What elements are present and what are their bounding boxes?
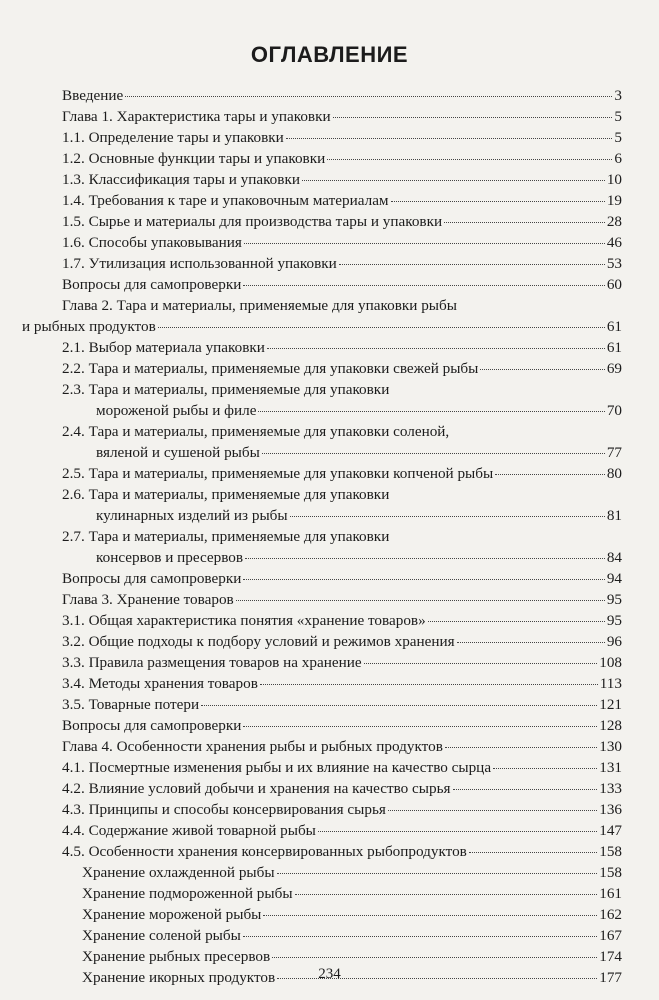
toc-row [0, 358, 659, 379]
toc-row [0, 442, 659, 463]
toc-entry[interactable] [22, 316, 622, 337]
toc-entry-title: Хранение соленой рыбы [82, 927, 241, 944]
toc-row [0, 463, 659, 484]
toc-entry[interactable] [96, 442, 622, 463]
toc-entry-title: кулинарных изделий из рыбы [96, 507, 288, 524]
toc-entry-title[interactable]: Глава 2. Тара и материалы, применяемые для упаковки рыбы [62, 297, 457, 314]
toc-entry-title: 3.1. Общая характеристика понятия «хранение товаров» [62, 612, 426, 629]
dot-leader [295, 894, 598, 895]
toc-page-number: 128 [599, 717, 622, 734]
toc-page-number: 81 [606, 507, 622, 524]
toc-row [0, 757, 659, 778]
toc-entry-title: 1.7. Утилизация использованной упаковки [62, 255, 337, 272]
toc-entry-title: Хранение охлажденной рыбы [82, 864, 275, 881]
dot-leader [243, 726, 597, 727]
toc-row [0, 274, 659, 295]
toc-entry-title: Хранение рыбных пресервов [82, 948, 271, 965]
toc-entry-title: Глава 4. Особенности хранения рыбы и рыбных продуктов [62, 738, 443, 755]
toc-row [0, 862, 659, 883]
toc-entry-title: Вопросы для самопроверки [62, 717, 242, 734]
toc-entry[interactable] [62, 673, 622, 694]
toc-entry[interactable] [62, 694, 622, 715]
dot-leader [286, 138, 613, 139]
toc-page-number: 80 [606, 465, 622, 482]
dot-leader [469, 852, 597, 853]
toc-page-number: 133 [599, 780, 622, 797]
toc-row [0, 85, 659, 106]
toc-entry-title: Глава 1. Характеристика тары и упаковки [62, 108, 331, 125]
page-number: 234 [318, 966, 341, 982]
dot-leader [262, 453, 605, 454]
toc-row [0, 631, 659, 652]
dot-leader [339, 264, 605, 265]
toc-entry-title: и рыбных продуктов [22, 318, 156, 335]
toc-entry-title: Вопросы для самопроверки [62, 276, 242, 293]
dot-leader [260, 684, 598, 685]
dot-leader [245, 558, 605, 559]
toc-entry-title[interactable]: 2.3. Тара и материалы, применяемые для упаковки [62, 381, 390, 398]
toc-row [0, 421, 659, 442]
toc-row [0, 211, 659, 232]
toc-row [0, 589, 659, 610]
toc-entry[interactable] [62, 736, 622, 757]
toc-row [0, 841, 659, 862]
toc-row [0, 736, 659, 757]
toc-entry[interactable] [62, 463, 622, 484]
toc-row [0, 610, 659, 631]
toc-row [0, 568, 659, 589]
toc-page-number: 10 [606, 171, 622, 188]
toc-entry[interactable] [62, 568, 622, 589]
toc-row [0, 778, 659, 799]
dot-leader [444, 222, 605, 223]
dot-leader [258, 411, 604, 412]
dot-leader [445, 747, 597, 748]
toc-entry-title[interactable]: 2.6. Тара и материалы, применяемые для упаковки [62, 486, 390, 503]
toc-entry[interactable] [62, 820, 622, 841]
toc-entry-title[interactable]: 2.4. Тара и материалы, применяемые для упаковки соленой, [62, 423, 450, 440]
toc-entry[interactable] [96, 400, 622, 421]
toc-row [0, 925, 659, 946]
toc-page-number: 69 [606, 360, 622, 377]
toc-page-number: 61 [606, 339, 622, 356]
toc-row [0, 295, 659, 316]
toc-entry[interactable] [62, 631, 622, 652]
toc-entry-title: 3.5. Товарные потери [62, 696, 200, 713]
toc-page-number: 167 [599, 927, 622, 944]
dot-leader [327, 159, 612, 160]
toc-entry[interactable] [82, 904, 622, 925]
toc-page-number: 96 [606, 633, 622, 650]
dot-leader [272, 957, 597, 958]
dot-leader [263, 915, 597, 916]
toc-entry[interactable] [96, 547, 622, 568]
dot-leader [391, 201, 605, 202]
toc-entry[interactable] [62, 232, 622, 253]
toc-page-number: 94 [606, 570, 622, 587]
dot-leader [201, 705, 597, 706]
toc-page-number: 158 [599, 843, 622, 860]
toc-page-number: 174 [599, 948, 622, 965]
toc-entry[interactable] [62, 106, 622, 127]
toc-entry-title: Вопросы для самопроверки [62, 570, 242, 587]
toc-entry-title: 1.5. Сырье и материалы для производства тары и упаковки [62, 213, 443, 230]
toc-entry[interactable] [62, 85, 622, 106]
dot-leader [428, 621, 605, 622]
toc-entry-title: 4.3. Принципы и способы консервирования сырья [62, 801, 386, 818]
dot-leader [158, 327, 605, 328]
toc-page-number: 136 [599, 801, 622, 818]
toc-page-number: 95 [606, 612, 622, 629]
toc-entry[interactable] [96, 505, 622, 526]
toc-entry[interactable] [62, 652, 622, 673]
toc-row [0, 547, 659, 568]
toc-entry-title: 1.2. Основные функции тары и упаковки [62, 150, 326, 167]
dot-leader [453, 789, 598, 790]
toc-entry-title: 1.3. Классификация тары и упаковки [62, 171, 300, 188]
toc-entry-title[interactable]: 2.7. Тара и материалы, применяемые для упаковки [62, 528, 390, 545]
toc-page-number: 5 [614, 129, 622, 146]
toc-page-number: 28 [606, 213, 622, 230]
page-title: ОГЛАВЛЕНИЕ [250, 42, 409, 67]
dot-leader [290, 516, 605, 517]
toc-row [0, 190, 659, 211]
toc-entry[interactable] [62, 337, 622, 358]
toc-entry-title: Хранение икорных продуктов [82, 969, 276, 986]
toc-entry-title: 1.1. Определение тары и упаковки [62, 129, 284, 146]
dot-leader [457, 642, 605, 643]
toc-entry-title: 3.3. Правила размещения товаров на хранение [62, 654, 362, 671]
toc-page-number: 130 [599, 738, 622, 755]
toc-row [0, 253, 659, 274]
toc-row [0, 904, 659, 925]
dot-leader [243, 285, 604, 286]
toc-page-number: 121 [599, 696, 622, 713]
toc-row [0, 505, 659, 526]
toc-row [0, 820, 659, 841]
toc-page-number: 113 [599, 675, 622, 692]
dot-leader [236, 600, 605, 601]
toc-page-number: 162 [599, 906, 622, 923]
toc-page-number: 19 [606, 192, 622, 209]
toc-entry[interactable] [62, 190, 622, 211]
toc-entry-title: Хранение подмороженной рыбы [82, 885, 293, 902]
toc-entry[interactable] [62, 358, 622, 379]
toc-row [0, 169, 659, 190]
toc-row [0, 799, 659, 820]
toc-row [0, 106, 659, 127]
toc-page-number: 95 [606, 591, 622, 608]
toc-entry[interactable] [62, 610, 622, 631]
toc-page-number: 61 [606, 318, 622, 335]
toc-entry-title: 1.6. Способы упаковывания [62, 234, 242, 251]
toc-page-number: 53 [606, 255, 622, 272]
toc-row [0, 400, 659, 421]
toc-row [0, 379, 659, 400]
toc-page-number: 131 [599, 759, 622, 776]
toc-page-number: 70 [606, 402, 622, 419]
toc-page-number: 84 [606, 549, 622, 566]
toc-entry[interactable] [62, 253, 622, 274]
toc-row [0, 946, 659, 967]
dot-leader [480, 369, 604, 370]
dot-leader [267, 348, 605, 349]
toc-entry[interactable] [62, 148, 622, 169]
dot-leader [302, 180, 605, 181]
toc-page-number: 77 [606, 444, 622, 461]
toc-row [0, 883, 659, 904]
dot-leader [333, 117, 613, 118]
toc-entry-title: Глава 3. Хранение товаров [62, 591, 234, 608]
toc-entry-title: вяленой и сушеной рыбы [96, 444, 260, 461]
toc-entry[interactable] [82, 883, 622, 904]
toc-page-number: 3 [614, 87, 622, 104]
toc-entry-title: 3.4. Методы хранения товаров [62, 675, 258, 692]
toc-entry[interactable] [62, 715, 622, 736]
toc-entry-title: 4.4. Содержание живой товарной рыбы [62, 822, 316, 839]
toc-entry-title: 2.5. Тара и материалы, применяемые для упаковки копченой рыбы [62, 465, 494, 482]
toc-page-number: 158 [599, 864, 622, 881]
toc-row [0, 694, 659, 715]
toc-entry-title: 4.5. Особенности хранения консервированных рыбопродуктов [62, 843, 467, 860]
toc-row [0, 484, 659, 505]
toc-row [0, 715, 659, 736]
dot-leader [277, 873, 598, 874]
toc-entry[interactable] [62, 169, 622, 190]
dot-leader [493, 768, 597, 769]
toc-entry-title: 4.1. Посмертные изменения рыбы и их влияние на качество сырца [62, 759, 492, 776]
toc-row [0, 127, 659, 148]
toc-page-number: 6 [614, 150, 622, 167]
dot-leader [388, 810, 597, 811]
dot-leader [125, 96, 612, 97]
toc-row [0, 673, 659, 694]
toc-row [0, 652, 659, 673]
toc-row [0, 316, 659, 337]
toc-page-number: 46 [606, 234, 622, 251]
toc-entry-title: мороженой рыбы и филе [96, 402, 257, 419]
toc-row [0, 337, 659, 358]
toc-entry-title: 2.1. Выбор материала упаковки [62, 339, 265, 356]
toc-entry[interactable] [62, 799, 622, 820]
toc-entry[interactable] [62, 841, 622, 862]
dot-leader [244, 243, 605, 244]
toc-entry-title: 4.2. Влияние условий добычи и хранения на качество сырья [62, 780, 451, 797]
dot-leader [243, 936, 597, 937]
toc-entry[interactable] [82, 862, 622, 883]
toc-entry[interactable] [82, 946, 622, 967]
toc-page-number: 177 [599, 969, 622, 986]
toc-entry[interactable] [62, 757, 622, 778]
dot-leader [495, 474, 605, 475]
table-of-contents [0, 85, 659, 988]
dot-leader [318, 831, 597, 832]
toc-page-number: 161 [599, 885, 622, 902]
toc-entry[interactable] [62, 211, 622, 232]
toc-entry[interactable] [62, 127, 622, 148]
toc-entry-title: Введение [62, 87, 124, 104]
toc-row [0, 526, 659, 547]
toc-entry-title: 3.2. Общие подходы к подбору условий и режимов хранения [62, 633, 455, 650]
toc-entry[interactable] [62, 778, 622, 799]
toc-entry[interactable] [62, 589, 622, 610]
toc-page-number: 108 [599, 654, 622, 671]
dot-leader [243, 579, 604, 580]
dot-leader [364, 663, 598, 664]
toc-page-number: 60 [606, 276, 622, 293]
toc-entry-title: консервов и пресервов [96, 549, 244, 566]
toc-page-number: 5 [614, 108, 622, 125]
toc-entry[interactable] [82, 925, 622, 946]
toc-row [0, 148, 659, 169]
toc-entry-title: 2.2. Тара и материалы, применяемые для упаковки свежей рыбы [62, 360, 479, 377]
toc-entry-title: 1.4. Требования к таре и упаковочным материалам [62, 192, 389, 209]
toc-row [0, 232, 659, 253]
toc-entry-title: Хранение мороженой рыбы [82, 906, 262, 923]
toc-entry[interactable] [62, 274, 622, 295]
toc-page-number: 147 [599, 822, 622, 839]
